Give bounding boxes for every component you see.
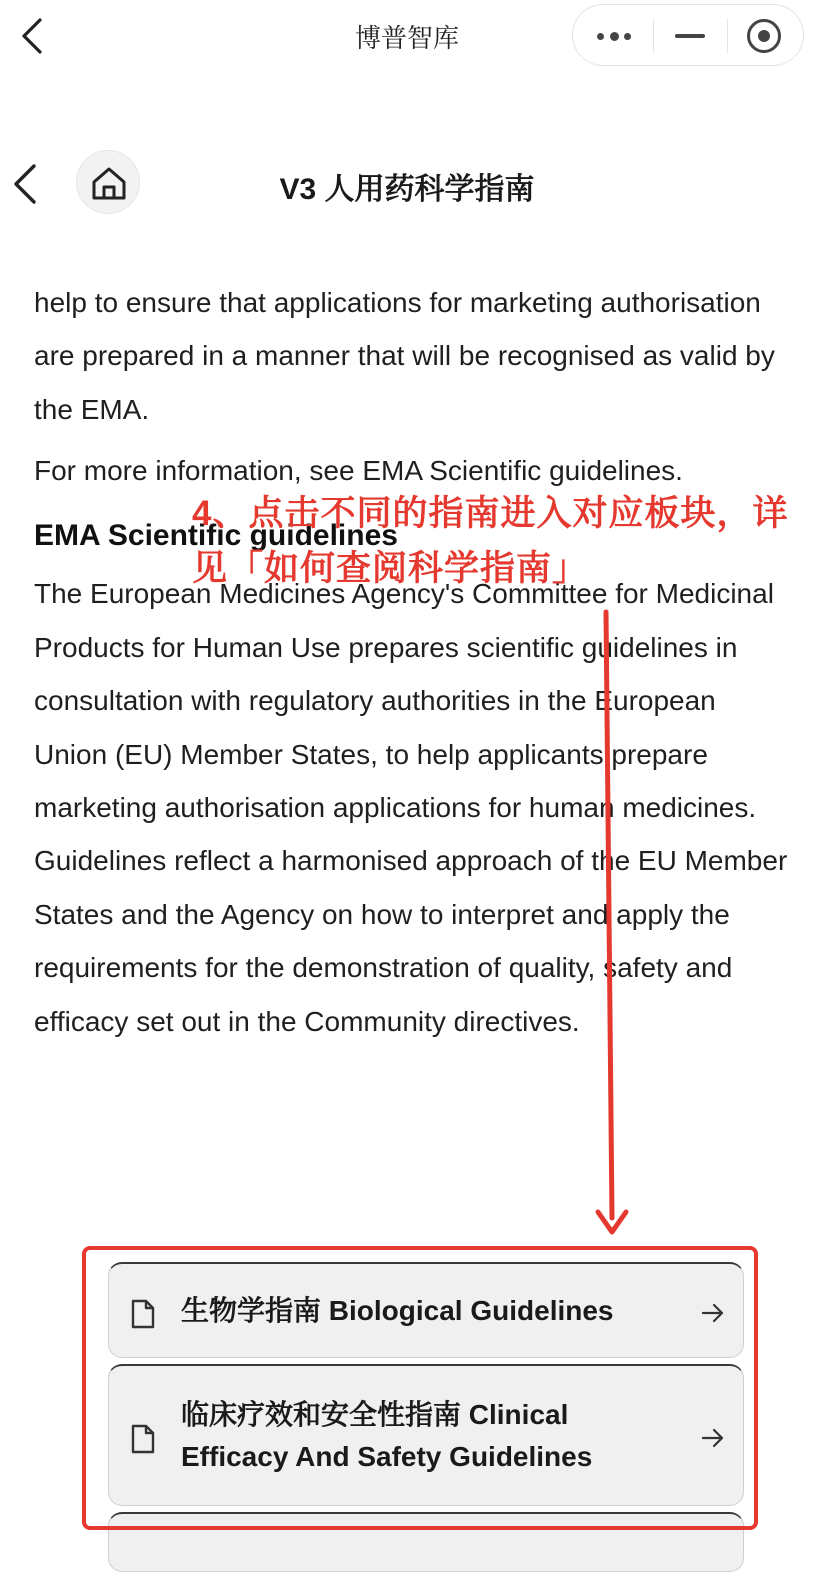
mini-program-topbar [0,0,814,72]
guideline-card-clinical[interactable] [108,1364,744,1506]
more-button[interactable] [573,5,653,65]
guideline-list [108,1262,744,1578]
app-title: 博普智库 [354,23,459,53]
document-icon [129,1299,157,1329]
annotation-text: 4、点击不同的指南进入对应板块，详见「如何查阅科学指南」 [192,494,789,588]
minimize-button[interactable] [653,5,727,65]
section-heading: EMA Scientific guidelines [34,519,398,553]
minimize-icon [675,34,705,38]
paragraph: help to ensure that applications for marketing authorisation are prepared in a manner that will be recognised as valid by the EMA. [34,287,775,425]
arrow-right-icon [701,1427,725,1449]
guideline-card-partial[interactable] [108,1512,744,1572]
paragraph-ema-link[interactable]: For more information, see EMA Scientific guidelines. [34,455,683,486]
paragraph: The European Medicines Agency's Committee for Medicinal Products for Human Use prepares scientific guidelines in consultation with regulatory authorities in the European Union (EU) Member States, to help applicants prepare marketing authorisation applications for human medicines. Guidelines reflect a harmonised approach of the EU Member States and the Agency on how to interpret and apply the requirements for the demonstration of quality, safety and efficacy set out in the Community directives. [34,578,788,1037]
close-button[interactable] [727,5,803,65]
page-title: V3 人用药科学指南 [279,173,535,206]
capsule-menu [572,4,804,66]
page-header [0,140,814,230]
document-icon [129,1424,157,1454]
article-content [34,276,794,1048]
arrow-right-icon [701,1302,725,1324]
guideline-card-biological[interactable] [108,1262,744,1358]
guideline-label: 临床疗效和安全性指南 Clinical Efficacy And Safety Guidelines [181,1399,593,1472]
guideline-label: 生物学指南 Biological Guidelines [181,1295,614,1326]
